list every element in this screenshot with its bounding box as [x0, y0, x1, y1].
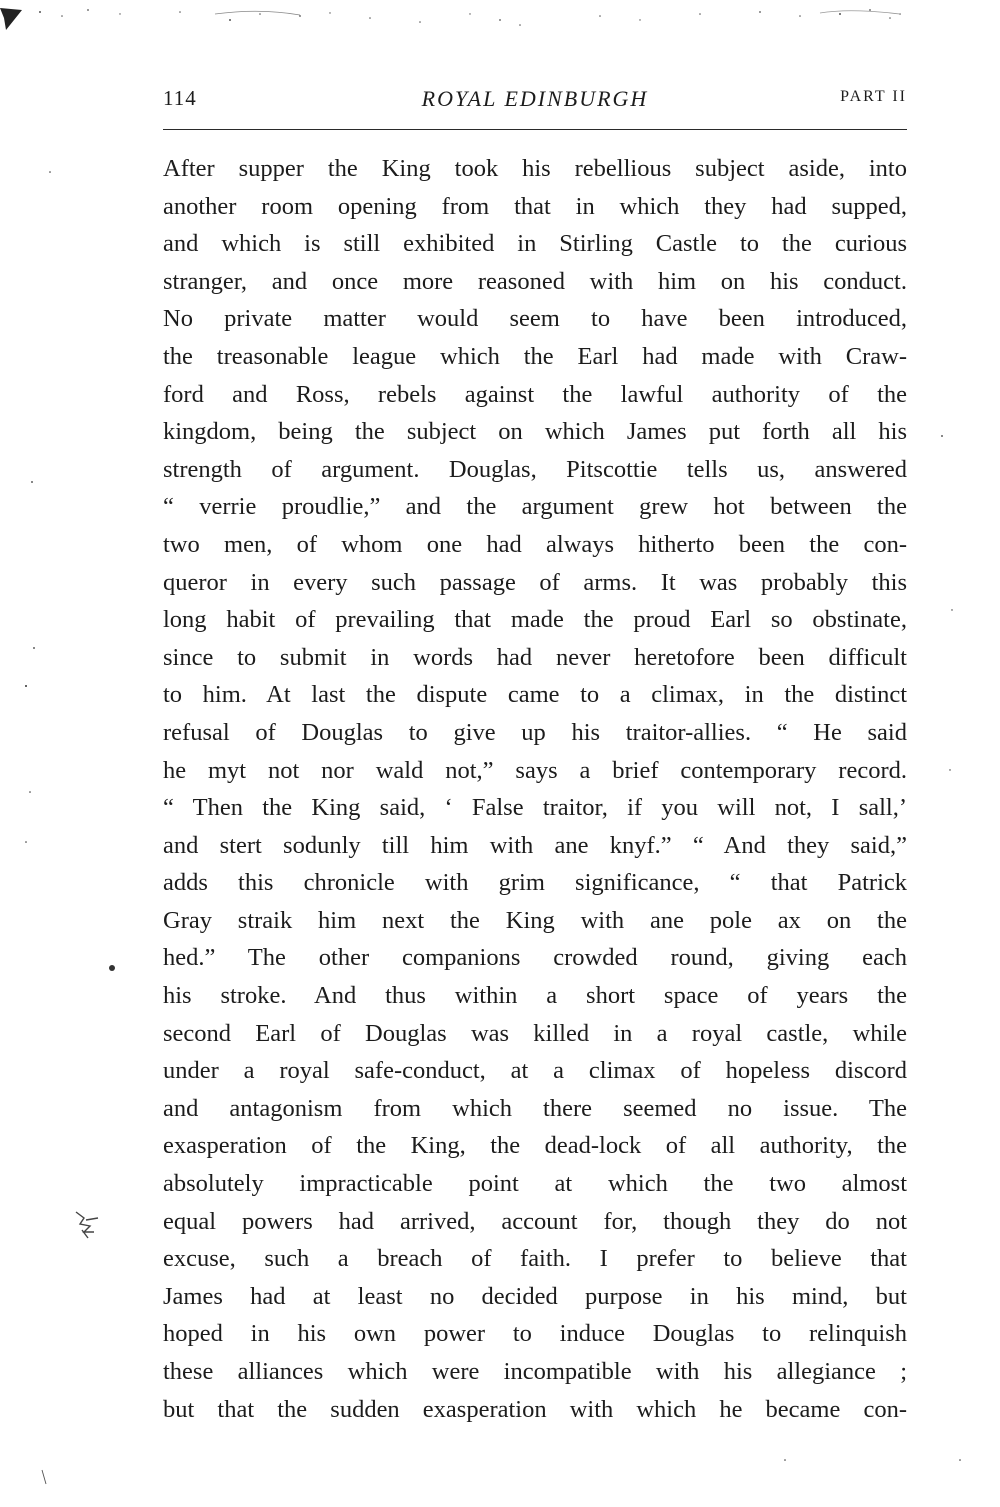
- text-line: exasperation of the King, the dead-lock of all authority, the: [163, 1132, 907, 1160]
- text-line: since to submit in words had never heretofore been difficult: [163, 643, 907, 671]
- text-line: and which is still exhibited in Stirling Castle to the curious: [163, 230, 907, 258]
- text-line: absolutely impracticable point at which the two almost: [163, 1170, 907, 1198]
- text-line: long habit of prevailing that made the proud Earl so obstinate,: [163, 606, 907, 634]
- page-number: 114: [163, 86, 197, 110]
- text-line: and antagonism from which there seemed no issue. The: [163, 1094, 907, 1122]
- text-line: and stert sodunly till him with ane knyf.” “ And they said,”: [163, 831, 907, 859]
- text-line: two men, of whom one had always hitherto been the con-: [163, 530, 907, 558]
- text-line: queror in every such passage of arms. It was probably this: [163, 568, 907, 596]
- text-line: refusal of Douglas to give up his traitor-allies. “ He said: [163, 718, 907, 746]
- text-line: “ verrie proudlie,” and the argument grew hot between the: [163, 493, 907, 521]
- text-line: ford and Ross, rebels against the lawful authority of the: [163, 380, 907, 408]
- text-line: equal powers had arrived, account for, though they do not: [163, 1207, 907, 1235]
- text-line: After supper the King took his rebellious subject aside, into: [163, 155, 907, 182]
- text-line: his stroke. And thus within a short space of years the: [163, 982, 907, 1010]
- text-line: but that the sudden exasperation with which he became con-: [163, 1395, 907, 1423]
- text-line: hoped in his own power to induce Douglas to relinquish: [163, 1320, 907, 1348]
- body-text: [163, 150, 907, 1428]
- text-line: the treasonable league which the Earl had made with Craw-: [163, 342, 907, 370]
- header-rule: [163, 129, 907, 130]
- text-line: strength of argument. Douglas, Pitscottie tells us, answered: [163, 455, 907, 483]
- part-label: PART II: [840, 88, 907, 105]
- text-line: kingdom, being the subject on which James put forth all his: [163, 418, 907, 446]
- text-line: James had at least no decided purpose in his mind, but: [163, 1282, 907, 1310]
- text-line: under a royal safe-conduct, at a climax of hopeless discord: [163, 1057, 907, 1085]
- text-line: another room opening from that in which they had supped,: [163, 192, 907, 220]
- text-line: excuse, such a breach of faith. I prefer to believe that: [163, 1245, 907, 1273]
- text-line: to him. At last the dispute came to a climax, in the distinct: [163, 681, 907, 709]
- text-line: second Earl of Douglas was killed in a royal castle, while: [163, 1019, 907, 1047]
- text-line: he myt not nor wald not,” says a brief contemporary record.: [163, 756, 907, 784]
- running-title: ROYAL EDINBURGH: [421, 86, 649, 111]
- text-line: these alliances which were incompatible with his allegiance ;: [163, 1358, 907, 1385]
- scan-noise-top: [0, 0, 1000, 40]
- text-line: hed.” The other companions crowded round, giving each: [163, 944, 907, 972]
- text-line: “ Then the King said, ‘ False traitor, if you will not, I sall,’: [163, 794, 907, 822]
- running-header: [163, 86, 907, 120]
- text-line: No private matter would seem to have been introduced,: [163, 305, 907, 333]
- text-line: Gray straik him next the King with ane pole ax on the: [163, 906, 907, 934]
- text-line: adds this chronicle with grim significance, “ that Patrick: [163, 869, 907, 897]
- text-line: stranger, and once more reasoned with him on his conduct.: [163, 267, 907, 295]
